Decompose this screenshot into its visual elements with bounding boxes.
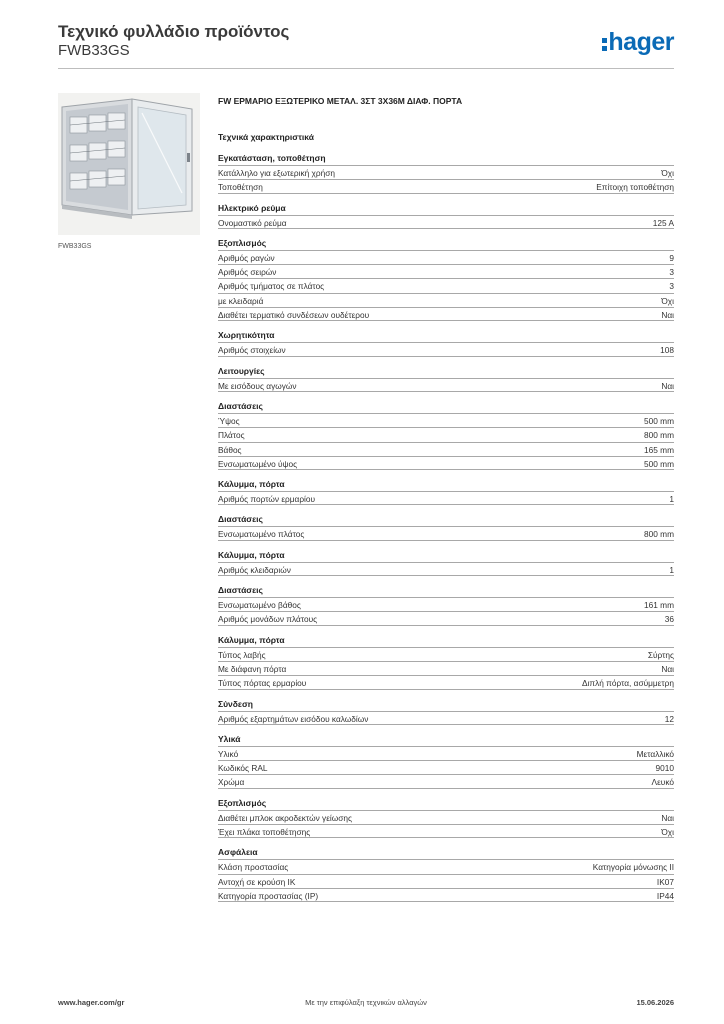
spec-label: Κωδικός RAL bbox=[218, 763, 268, 774]
spec-value: 165 mm bbox=[644, 444, 674, 455]
spec-section bbox=[218, 797, 674, 839]
spec-value: 9010 bbox=[655, 763, 674, 774]
section-title: Κάλυμμα, πόρτα bbox=[218, 549, 285, 560]
spec-value: IK07 bbox=[656, 876, 674, 887]
spec-value: IP44 bbox=[656, 890, 674, 901]
spec-label: Αντοχή σε κρούση IK bbox=[218, 876, 296, 887]
section-title: Ηλεκτρικό ρεύμα bbox=[218, 202, 286, 213]
spec-value: Μεταλλικό bbox=[636, 748, 674, 759]
spec-section bbox=[218, 513, 674, 540]
section-title: Εγκατάσταση, τοποθέτηση bbox=[218, 153, 326, 163]
spec-section bbox=[218, 549, 674, 576]
spec-row bbox=[218, 774, 674, 788]
spec-label: Κατάλληλο για εξωτερική χρήση bbox=[218, 168, 335, 178]
spec-section bbox=[218, 365, 674, 392]
spec-row bbox=[218, 711, 674, 725]
spec-label: Με εισόδους αγωγών bbox=[218, 380, 297, 391]
spec-value: Ναι bbox=[661, 663, 674, 674]
spec-row bbox=[218, 307, 674, 321]
specifications bbox=[218, 95, 674, 910]
spec-label: Υλικό bbox=[218, 748, 239, 759]
spec-row bbox=[218, 562, 674, 576]
spec-label: Ενσωματωμένο βάθος bbox=[218, 600, 301, 611]
spec-label: Ύψος bbox=[218, 415, 240, 426]
spec-value: 500 mm bbox=[644, 458, 674, 469]
section-title: Διαστάσεις bbox=[218, 400, 263, 411]
section-title: Εξοπλισμός bbox=[218, 797, 267, 808]
spec-section bbox=[218, 152, 674, 194]
spec-label: Έχει πλάκα τοποθέτησης bbox=[218, 827, 311, 838]
spec-label: Βάθος bbox=[218, 444, 242, 455]
spec-row bbox=[218, 378, 674, 392]
spec-label: Κατηγορία προστασίας (IP) bbox=[218, 890, 319, 901]
section-title: Κάλυμμα, πόρτα bbox=[218, 479, 285, 490]
spec-section bbox=[218, 202, 674, 229]
product-name: FW ΕΡΜΑΡΙΟ ΕΞΩΤΕΡΙΚΟ ΜΕΤΑΛ. 3ΣΤ 3Χ36Μ ΔΙΑΦ. ΠΟΡΤΑ bbox=[218, 96, 463, 106]
spec-row bbox=[218, 179, 674, 193]
spec-label: Αριθμός πορτών ερμαρίου bbox=[218, 494, 316, 505]
spec-row bbox=[218, 760, 674, 774]
spec-label: Αριθμός στοιχείων bbox=[218, 345, 286, 356]
spec-row bbox=[218, 675, 674, 689]
spec-row bbox=[218, 611, 674, 625]
spec-value: 3 bbox=[669, 281, 674, 292]
spec-section bbox=[218, 846, 674, 902]
spec-value: 125 A bbox=[652, 217, 674, 228]
spec-row bbox=[218, 661, 674, 675]
spec-value: Κατηγορία μόνωσης II bbox=[592, 862, 674, 873]
spec-label: Αριθμός τμήματος σε πλάτος bbox=[218, 281, 325, 292]
spec-label: Τοποθέτηση bbox=[218, 182, 263, 193]
spec-value: Ναι bbox=[661, 812, 674, 823]
footer-note: Με την επιφύλαξη τεχνικών αλλαγών bbox=[305, 998, 427, 1007]
spec-row bbox=[218, 874, 674, 888]
spec-value: Λευκό bbox=[651, 777, 674, 788]
spec-label: Διαθέτει τερματικό συνδέσεων ουδέτερου bbox=[218, 310, 370, 321]
footer-website-link[interactable]: www.hager.com/gr bbox=[58, 998, 125, 1007]
logo-text: hager bbox=[608, 28, 674, 56]
spec-label: Ονομαστικό ρεύμα bbox=[218, 217, 287, 228]
spec-label: Κλάση προστασίας bbox=[218, 862, 289, 873]
spec-value: Ναι bbox=[661, 310, 674, 321]
spec-value: 1 bbox=[669, 494, 674, 505]
spec-section bbox=[218, 634, 674, 690]
spec-value: 3 bbox=[669, 267, 674, 278]
section-title: Σύνδεση bbox=[218, 698, 253, 709]
spec-value: Σύρτης bbox=[647, 649, 674, 660]
section-title: Διαστάσεις bbox=[218, 585, 263, 596]
section-title: Εξοπλισμός bbox=[218, 237, 267, 248]
spec-value: Όχι bbox=[661, 168, 674, 178]
spec-row bbox=[218, 491, 674, 505]
spec-value: 12 bbox=[664, 713, 674, 724]
spec-value: 800 mm bbox=[644, 529, 674, 540]
spec-label: Διαθέτει μπλοκ ακροδεκτών γείωσης bbox=[218, 812, 352, 823]
spec-row bbox=[218, 888, 674, 902]
product-code: FWB33GS bbox=[58, 42, 130, 59]
spec-label: Χρώμα bbox=[218, 777, 245, 788]
spec-row bbox=[218, 413, 674, 427]
spec-row bbox=[218, 427, 674, 441]
section-title: Ασφάλεια bbox=[218, 847, 258, 858]
spec-label: Αριθμός σειρών bbox=[218, 267, 277, 278]
spec-value: Ναι bbox=[661, 380, 674, 391]
spec-row bbox=[218, 746, 674, 760]
spec-section bbox=[218, 584, 674, 626]
spec-value: Επίτοιχη τοποθέτηση bbox=[596, 182, 674, 193]
spec-row bbox=[218, 165, 674, 179]
section-title: Κάλυμμα, πόρτα bbox=[218, 634, 285, 645]
spec-row bbox=[218, 442, 674, 456]
spec-value: 500 mm bbox=[644, 415, 674, 426]
spec-label: Τύπος πόρτας ερμαρίου bbox=[218, 678, 307, 689]
spec-value: 9 bbox=[669, 252, 674, 263]
header-divider bbox=[58, 68, 674, 69]
spec-value: Όχι bbox=[661, 827, 674, 838]
spec-row bbox=[218, 293, 674, 307]
spec-row bbox=[218, 342, 674, 356]
cabinet-illustration-icon bbox=[58, 93, 200, 235]
spec-row bbox=[218, 597, 674, 611]
document-title: Τεχνικό φυλλάδιο προϊόντος bbox=[58, 22, 290, 41]
spec-section bbox=[218, 329, 674, 356]
spec-label: Ενσωματωμένο ύψος bbox=[218, 458, 298, 469]
section-title: Διαστάσεις bbox=[218, 514, 263, 525]
spec-section bbox=[218, 478, 674, 505]
spec-label: με κλειδαριά bbox=[218, 295, 264, 306]
spec-section bbox=[218, 237, 674, 321]
spec-row bbox=[218, 647, 674, 661]
spec-label: Ενσωματωμένο πλάτος bbox=[218, 529, 305, 540]
spec-label: Αριθμός μονάδων πλάτους bbox=[218, 614, 318, 625]
spec-sections bbox=[218, 152, 674, 902]
section-title: Χωρητικότητα bbox=[218, 330, 275, 341]
spec-row bbox=[218, 526, 674, 540]
spec-row bbox=[218, 859, 674, 873]
spec-row bbox=[218, 278, 674, 292]
spec-section bbox=[218, 400, 674, 470]
spec-row bbox=[218, 250, 674, 264]
spec-row bbox=[218, 810, 674, 824]
spec-label: Αριθμός κλειδαριών bbox=[218, 564, 291, 575]
spec-label: Με διάφανη πόρτα bbox=[218, 663, 287, 674]
hager-logo bbox=[602, 28, 674, 57]
section-title: Λειτουργίες bbox=[218, 365, 265, 376]
spec-section bbox=[218, 698, 674, 725]
section-title: Υλικά bbox=[218, 733, 241, 744]
spec-value: Όχι bbox=[661, 295, 674, 306]
image-caption: FWB33GS bbox=[58, 243, 92, 250]
spec-row bbox=[218, 264, 674, 278]
footer-date: 15.06.2026 bbox=[636, 998, 674, 1007]
page-header bbox=[58, 22, 674, 60]
spec-section bbox=[218, 733, 674, 789]
spec-value: 1 bbox=[669, 564, 674, 575]
spec-value: 800 mm bbox=[644, 430, 674, 441]
spec-label: Αριθμός εξαρτημάτων εισόδου καλωδίων bbox=[218, 713, 369, 724]
spec-row bbox=[218, 456, 674, 470]
spec-label: Αριθμός ραγών bbox=[218, 252, 275, 263]
spec-row bbox=[218, 824, 674, 838]
product-image bbox=[58, 93, 200, 235]
spec-value: Διπλή πόρτα, ασύμμετρη bbox=[581, 678, 674, 689]
spec-value: 36 bbox=[664, 614, 674, 625]
spec-row bbox=[218, 215, 674, 229]
spec-value: 161 mm bbox=[644, 600, 674, 611]
logo-dots-icon bbox=[602, 35, 607, 51]
spec-label: Τύπος λαβής bbox=[218, 649, 266, 660]
technical-characteristics-heading: Τεχνικά χαρακτηριστικά bbox=[218, 132, 314, 142]
spec-label: Πλάτος bbox=[218, 430, 245, 441]
spec-value: 108 bbox=[660, 345, 674, 356]
